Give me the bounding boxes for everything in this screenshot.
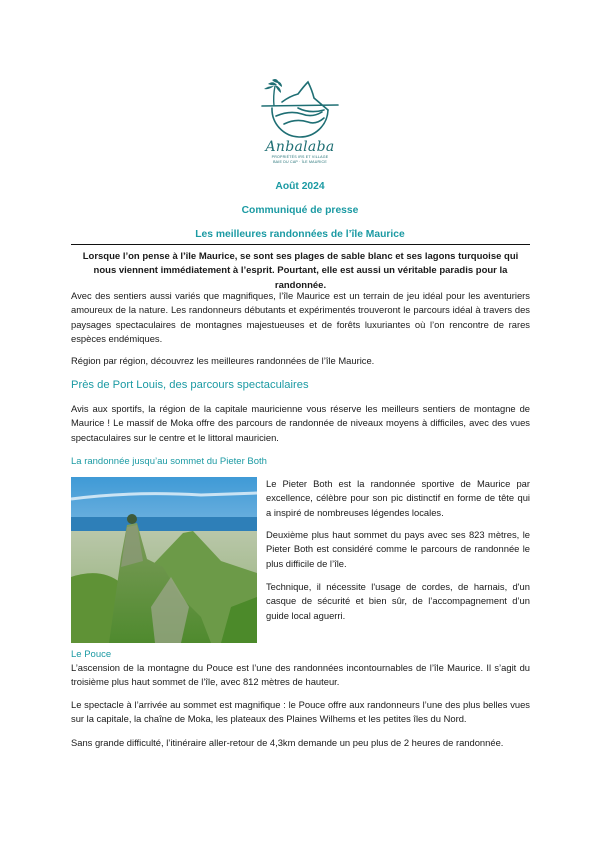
pieter-both-photo (71, 477, 257, 643)
intro-paragraph: Région par région, découvrez les meilleures randonnées de l’île Maurice. (71, 355, 375, 366)
pieter-both-paragraph: Le Pieter Both est la randonnée sportive de Maurice par excellence, célèbre pour son pic distinctif en forme de tête qui a inspiré de nombreuses légendes locales. (266, 478, 530, 518)
section-heading: Près de Port Louis, des parcours spectaculaires (71, 379, 309, 391)
pieter-both-heading: La randonnée jusqu’au sommet du Pieter Both (71, 456, 267, 467)
section-paragraph: Avis aux sportifs, la région de la capitale mauricienne vous réserve les meilleurs sentiers de montagne de Maurice ! Le massif de Moka offre des parcours de randonnée de niveaux moyens à difficiles, avec des vues spectaculaires sur le centre et le littoral mauricien. (71, 403, 530, 443)
brand-name: Anbalaba (265, 139, 335, 155)
le-pouce-heading: Le Pouce (71, 649, 112, 660)
title-divider (71, 244, 530, 245)
intro-paragraph: Avec des sentiers aussi variés que magnifiques, l’île Maurice est un terrain de jeu idéal pour les aventuriers amoureux de la nature. Les randonneurs débutants et expérimentés trouveront le parcours idéal à travers des paysages spectaculaires de montagnes majestueuses et de forêts luxuriantes où l’on rencontre de rares espèces endémiques. (71, 290, 530, 344)
le-pouce-paragraph: L’ascension de la montagne du Pouce est l’une des randonnées incontournables de l’île Maurice. Il s’agit du troisième plus haut sommet de l’île, avec 812 mètres de hauteur. (71, 662, 530, 688)
page-title: Les meilleures randonnées de l’île Maurice (195, 229, 405, 240)
le-pouce-paragraph: Sans grande difficulté, l’itinéraire aller-retour de 4,3km demande un peu plus de 2 heures de randonnée. (71, 737, 504, 748)
document-type: Communiqué de presse (241, 205, 359, 216)
lead-paragraph: Lorsque l’on pense à l’île Maurice, se sont ses plages de sable blanc et ses lagons turquoise qui nous viennent immédiatement à l’esprit. Pourtant, elle est aussi un véritable paradis pour la randonnée. (82, 251, 519, 291)
le-pouce-paragraph: Le spectacle à l’arrivée au sommet est magnifique : le Pouce offre aux randonneurs l’une des plus belles vues sur la capitale, la chaîne de Moka, les plateaux des Plaines Wilhems et les petites îles du Nord. (71, 699, 530, 725)
pieter-both-paragraph: Deuxième plus haut sommet du pays avec ses 823 mètres, le Pieter Both est considéré comme le parcours de randonnée le plus difficile de l’île. (266, 529, 530, 569)
release-date: Août 2024 (275, 181, 325, 192)
brand-tagline: PROPRIÉTÉS IRS ET VILLAGE (271, 155, 329, 159)
brand-location: BAIE DU CAP · ÎLE MAURICE (273, 159, 327, 164)
pieter-both-paragraph: Technique, il nécessite l'usage de cordes, de harnais, d'un casque de sécurité et bien sûr, de l’accompagnement d’un guide local aguerri. (266, 581, 530, 621)
